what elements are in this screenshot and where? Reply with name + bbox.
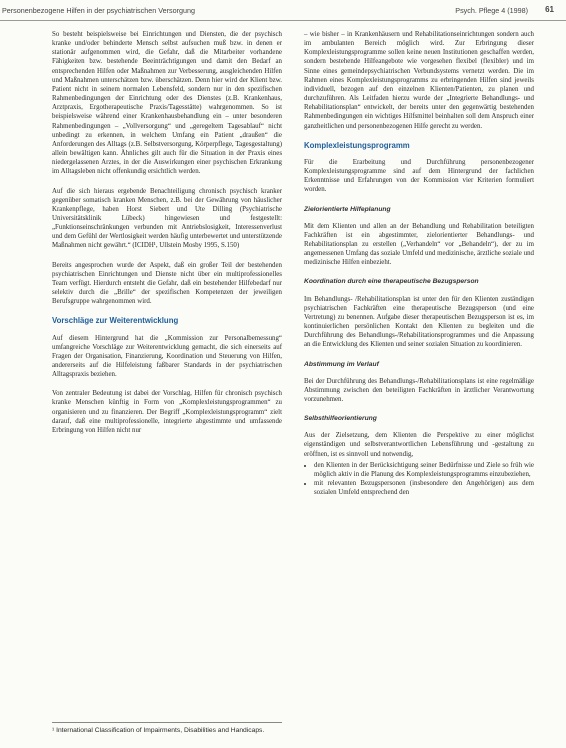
left-column [52,30,282,445]
paragraph: Auf diesem Hintergrund hat die „Kommission zur Personalbemessung“ umfangreiche Vorschläge zur Weiterentwicklung gemacht, die sich einerseits auf Fragen der Organisation, Finanzierung, Koordination und Steuerung von Hilfen, andererseits auf die Hilfeleistung faßbarer Standards in der psychiatrischen Alltagspraxis beziehen. [52,334,282,379]
page-number: 61 [545,5,554,14]
paragraph: Auf die sich hieraus ergebende Benachteiligung chronisch psychisch kranker gegenüber somatisch kranken Menschen, z.B. bei der Gewährung von häuslicher Krankenpflege, haben Horst Siebert und Ute Dilling (Psychiatrische Universitätsklinik Lübeck) hingewiesen und festgestellt: „Funktionseinschränkungen verbunden mit Antriebslosigkeit, Interessenverlust und dem Gefühl der Wertlosigkeit werden häufig unterbewertet und unterstützende Maßnahmen nicht gewährt.“ (ICIDH¹, Ullstein Mosby 1995, S.150) [52,187,282,250]
paragraph: – wie bisher – in Krankenhäusern und Rehabilitationseinrichtungen sondern auch im ambulanten Bereich möglich wird. Zur Erbringung dieser Komplexleistungsprogramme sollen keine neuen Institutionen geschaffen werden, sondern bestehende Hilfeangebote wie vorgesehen flexibel (flexibler) und im Sinne eines gemeindepsychiatrischen Verbundsystems vernetzt werden. Die im Rahmen eines Komplexleistungsprogramms zu erbringenden Hilfen sind jeweils individuell, bezogen auf den einzelnen Klienten/Patienten, zu planen und durchzuführen. Als Leitfaden hierzu wurde der „Integrierte Behandlungs- und Rehabilitationsplan“ entwickelt, der bereits unter den gegenwärtig bestehenden Rahmenbedingungen ein wichtiges Hilfsmittel beinhalten soll dem Anspruch einer ganzheitlichen und personenbezogenen Hilfe gerecht zu werden. [304,31,534,130]
subsection-heading: Koordination durch eine therapeutische Bezugsperson [304,278,479,286]
paragraph: So besteht beispielsweise bei Einrichtungen und Diensten, die der psychisch kranke und/oder behinderte Mensch selbst aufsuchen muß bzw. in denen er stationär aufgenommen wird, die Gefahr, daß die Mitarbeiter vorhandene Fähigkeiten bzw. bestehende Beeinträchtigungen und damit den Bedarf an entsprechenden Hilfen oder Maßnahmen zur Verbesserung, ausgleichenden Hilfen und Maßnahmen unterschätzen bzw. überschätzen. Denn hier wird der Klient bzw. Patient nicht in seinem normalen Lebensfeld, sondern nur in den spezifischen Rahmenbedingungen der Einrichtung oder des Dienstes (z.B. Krankenhaus, Arztpraxis, Ergotherapeutische Praxis/Tagesstätte) wahrgenommen. So ist beispielsweise während einer Krankenhausbehandlung ein – unter besonderen Rahmenbedingungen – „Vollversorgung“ und „geregeltem Tagesablauf“ nicht unbedingt zu erkennen, in welchem Umfang ein Patient „draußen“ die Anforderungen des Alltags (z.B. Selbstversorgung, Körperpflege, Tagesgestaltung) allein bewältigen kann. Ähnliches gilt auch für die Situation in der Praxis eines niedergelassenen Arztes, in der die Auswirkungen einer psychischen Erkrankung im Alltagsleben nicht offenkundig ersichtlich werden. [52,31,282,176]
section-heading: Vorschläge zur Weiterentwicklung [52,316,179,326]
subsection-heading: Selbsthilfeorientierung [304,415,377,423]
running-header [0,0,566,21]
paragraph: Bereits angesprochen wurde der Aspekt, daß ein großer Teil der bestehenden psychiatrischen Einrichtungen und Dienste nicht über ein multiprofessionelles Team verfügt. Hierdurch entsteht die Gefahr, daß ein bestehender Hilfebedarf nur selektiv durch die „Brille“ der spezifischen Kompetenzen der jeweiligen Berufsgruppe wahrgenommen wird. [52,261,282,306]
subsection-heading: Abstimmung im Verlauf [304,360,379,368]
paragraph: Im Behandlungs- /Rehabilitationsplan ist unter den für den Klienten zuständigen psychiatrischen Fachkräften eine therapeutische Bezugsperson (und eine Vertretung) zu benennen. Aufgabe dieser therapeutischen Bezugsperson ist es, im kontinuierlichen persönlichen Kontakt den Klienten zu begleiten und die Durchführung des Behandlungs-/Rehabilitationsprogrammes und die Anpassung an die Entwicklung des Klienten und seiner sozialen Situation zu koordinieren. [304,295,534,349]
paragraph: Von zentraler Bedeutung ist dabei der Vorschlag, Hilfen für chronisch psychisch kranke Menschen künftig in Form von „Komplexleistungsprogrammen“ zu organisieren und zu finanzieren. Der Begriff „Komplexleistungsprogramm“ zielt darauf, daß eine multiprofessionelle, integrierte abgestimmte und umfassende Erbringung von Hilfen nicht nur [52,390,282,434]
subsection-heading: Zielorientierte Hilfeplanung [304,205,391,213]
paragraph: Bei der Durchführung des Behandlungs-/Rehabilitationsplans ist eine regelmäßige Abstimmung zwischen den beteiligten Fachkräften in ärztlicher Verantwortung vorzunehmen. [304,377,534,403]
paragraph: Mit dem Klienten und allen an der Behandlung und Rehabilitation beteiligten Fachkräften ist ein abgestimmter, zielorientierter Behandlungs- und Rehabilitationsplan zu erstellen („Verhandeln“ vor „Behandeln“), der zu im angemessenen Umfang das soziale Umfeld und medizinische, ärztliche soziale und medizinische Hilfen einbezieht. [304,222,534,267]
section-heading: Komplexleistungsprogramm [304,140,410,150]
paragraph: Für die Erarbeitung und Durchführung personenbezogener Komplexleistungsprogramme sind auf dem Hintergrund der fachlichen Erkenntnisse und Erfahrungen von der Kommission vier Kriterien formuliert worden. [304,158,534,194]
paragraph: Aus der Zielsetzung, dem Klienten die Perspektive zu einer möglichst eigenständigen und selbstverantwortlichen Lebensführung und -gestaltung zu eröffnen, ist es sinnvoll und notwendig, [304,432,534,458]
header-title: Personenbezogene Hilfen in der psychiatrischen Versorgung [2,6,195,15]
bullet-list [304,461,534,498]
list-item: • den Klienten in der Berücksichtigung seiner Bedürfnisse und Ziele so früh wie möglich aktiv in die Planung des Komplexleistungsprogramms einzubeziehen, [314,461,534,479]
footnote: ¹ International Classification of Impairments, Disabilities and Handicaps. [52,722,282,735]
list-item: • mit relevanten Bezugspersonen (insbesondere den Angehörigen) aus dem sozialen Umfeld entsprechend den [314,479,534,497]
journal-reference: Psych. Pflege 4 (1998) [455,6,528,15]
right-column [304,30,534,497]
